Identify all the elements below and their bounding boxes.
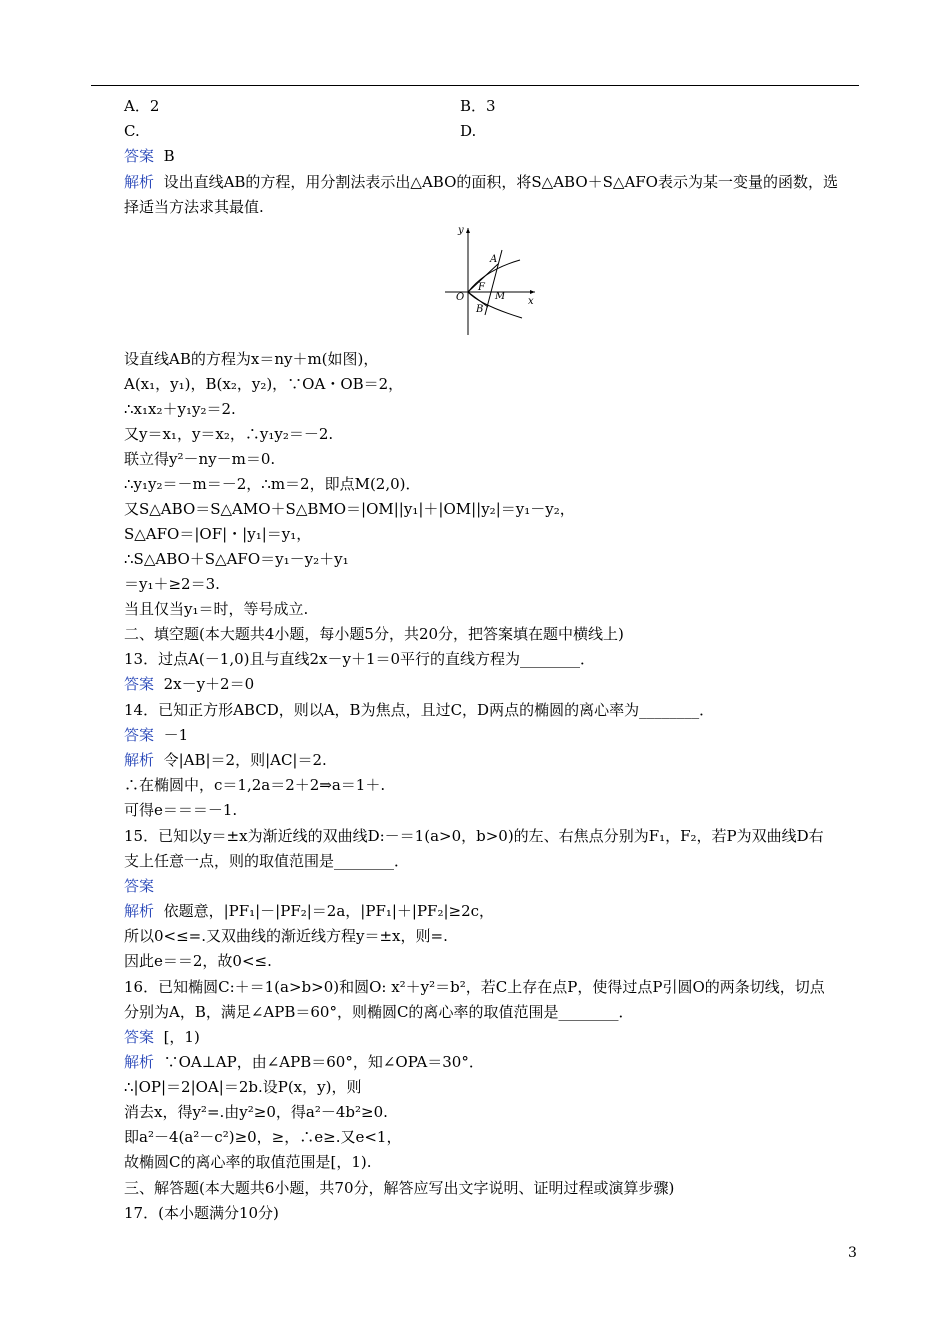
- answer-label: 答案: [124, 147, 155, 165]
- answer-value: 2x－y＋2＝0: [163, 675, 255, 693]
- q14-answer: [124, 725, 188, 745]
- analysis-text: 设出直线AB的方程，用分割法表示出△ABO的面积，将S△ABO＋S△AFO表示为某一变量的函数，选: [163, 173, 838, 191]
- answer-value: －1: [163, 726, 189, 744]
- q15-analysis: [124, 901, 494, 921]
- analysis-text: ∵OA⊥AP，由∠APB＝60°，知∠OPA＝30°．: [163, 1053, 484, 1071]
- fig-label-f: F: [478, 282, 485, 293]
- answer-label: 答案: [124, 1028, 155, 1046]
- answer-value: B: [163, 147, 175, 165]
- q16-analysis-line2: ∴|OP|＝2|OA|＝2b.设P(x，y)，则: [124, 1078, 362, 1096]
- fig-label-x: x: [528, 296, 534, 307]
- solution-line: 当且仅当y₁＝时，等号成立.: [124, 600, 309, 618]
- q14-analysis: [124, 750, 327, 770]
- solution-line: 又S△ABO＝S△AMO＋S△BMO＝|OM||y₁|＋|OM||y₂|＝y₁－y₂，: [124, 500, 575, 518]
- q12-analysis-line1: [124, 172, 838, 192]
- q15-stem-line1: 15．已知以y＝±x为渐近线的双曲线D:－＝1(a>0，b>0)的左、右焦点分别为F₁，F₂，若P为双曲线D右: [124, 827, 824, 845]
- q12-analysis-line2: 择适当方法求其最值.: [124, 198, 264, 216]
- solution-line: A(x₁，y₁)，B(x₂，y₂)，∵OA・OB＝2，: [124, 375, 404, 393]
- q13-stem: 13．过点A(－1,0)且与直线2x－y＋1＝0平行的直线方程为________．: [124, 650, 596, 668]
- q13-answer: [124, 674, 254, 694]
- answer-label: 答案: [124, 726, 155, 744]
- q16-answer: [124, 1027, 200, 1047]
- q17-stem: 17．(本小题满分10分): [124, 1204, 279, 1222]
- solution-line: 联立得y²－ny－m＝0.: [124, 450, 276, 468]
- analysis-text: 依题意，|PF₁|－|PF₂|＝2a，|PF₁|＋|PF₂|≥2c，: [163, 902, 495, 920]
- option-a: A．2: [124, 97, 160, 115]
- fig-label-o: O: [456, 292, 465, 303]
- solution-line: ∴S△ABO＋S△AFO＝y₁－y₂＋y₁: [124, 550, 349, 568]
- solution-line: ＝y₁＋≥2＝3.: [124, 575, 220, 593]
- q15-analysis-line3: 因此e＝＝2，故0<≤.: [124, 952, 272, 970]
- q15-stem-line2: 支上任意一点，则的取值范围是________．: [124, 852, 410, 870]
- solution-line: ∴y₁y₂＝－m＝－2，∴m＝2，即点M(2,0)．: [124, 475, 421, 493]
- answer-value: [，1): [163, 1028, 200, 1046]
- analysis-label: 解析: [124, 751, 155, 769]
- analysis-text: 令|AB|＝2，则|AC|＝2.: [163, 751, 327, 769]
- q16-analysis: [124, 1052, 484, 1072]
- q12-answer: [124, 146, 175, 166]
- q14-analysis-line2: ∴在椭圆中，c＝1,2a＝2＋2⇒a＝1＋.: [124, 776, 386, 794]
- section-3-heading: 三、解答题(本大题共6小题，共70分，解答应写出文字说明、证明过程或演算步骤): [124, 1179, 675, 1197]
- analysis-label: 解析: [124, 173, 155, 191]
- q14-analysis-line3: 可得e＝＝＝－1.: [124, 801, 238, 819]
- header-rule: [91, 85, 859, 86]
- option-d: D.: [460, 122, 477, 140]
- option-c: C.: [124, 122, 140, 140]
- fig-label-m: M: [495, 291, 506, 302]
- fig-label-y: y: [458, 225, 464, 236]
- solution-line: ∴x₁x₂＋y₁y₂＝2.: [124, 400, 236, 418]
- page-number: 3: [848, 1245, 857, 1261]
- answer-label: 答案: [124, 877, 155, 895]
- analysis-label: 解析: [124, 1053, 155, 1071]
- answer-label: 答案: [124, 675, 155, 693]
- solution-line: 又y＝x₁，y＝x₂，∴y₁y₂＝－2.: [124, 425, 334, 443]
- analysis-label: 解析: [124, 902, 155, 920]
- q16-analysis-line3: 消去x，得y²=.由y²≥0，得a²－4b²≥0.: [124, 1103, 388, 1121]
- solution-line: S△AFO＝|OF|・|y₁|＝y₁，: [124, 525, 312, 543]
- q16-stem-line1: 16．已知椭圆C:＋＝1(a>b>0)和圆O: x²＋y²＝b²，若C上存在点P，使得过点P引圆O的两条切线，切点: [124, 978, 825, 996]
- fig-label-b: B: [476, 304, 484, 315]
- q15-answer: [124, 876, 154, 896]
- q16-stem-line2: 分别为A，B，满足∠APB＝60°，则椭圆C的离心率的取值范围是________．: [124, 1003, 634, 1021]
- solution-line: 设直线AB的方程为x＝ny＋m(如图)，: [124, 350, 379, 368]
- q16-analysis-line5: 故椭圆C的离心率的取值范围是[，1).: [124, 1153, 372, 1171]
- q14-stem: 14．已知正方形ABCD，则以A，B为焦点，且过C，D两点的椭圆的离心率为________．: [124, 701, 715, 719]
- q16-analysis-line4: 即a²－4(a²－c²)≥0，≥，∴e≥.又e<1，: [124, 1128, 402, 1146]
- q15-analysis-line2: 所以0<≤=.又双曲线的渐近线方程y＝±x，则=.: [124, 927, 448, 945]
- option-b: B．3: [460, 97, 496, 115]
- fig-label-a: A: [490, 254, 498, 265]
- parabola-figure: [440, 220, 540, 340]
- section-2-heading: 二、填空题(本大题共4小题，每小题5分，共20分，把答案填在题中横线上): [124, 625, 624, 643]
